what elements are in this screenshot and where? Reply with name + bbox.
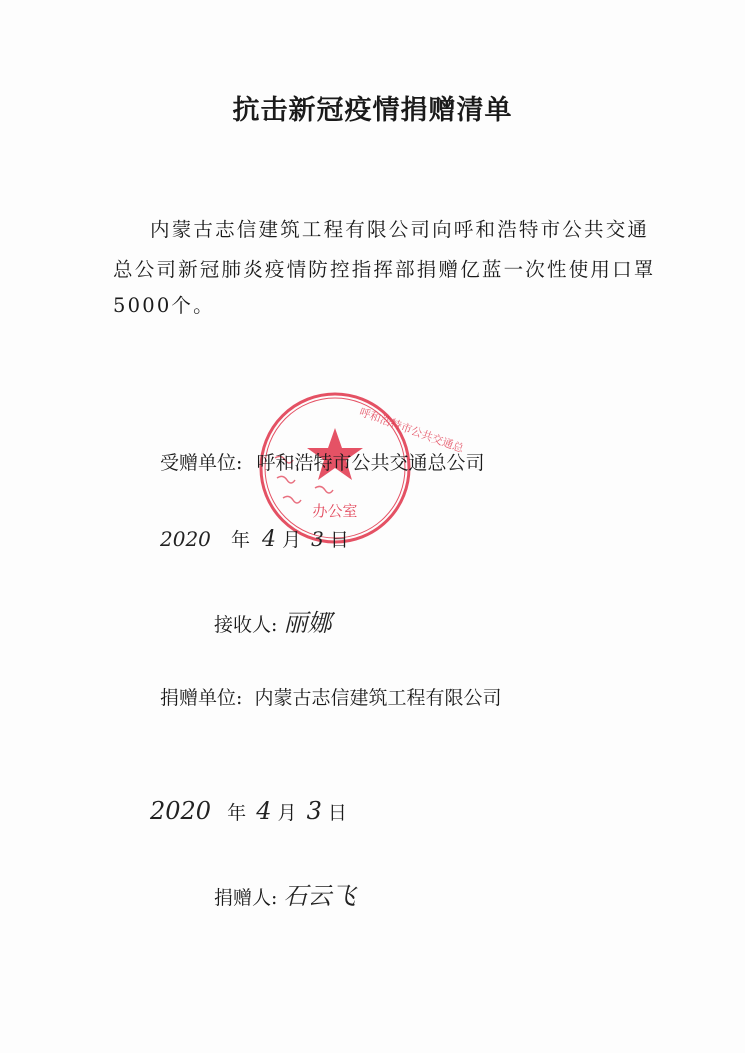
recipient-date-month: 4 bbox=[262, 527, 277, 552]
receiver-label: 接收人: bbox=[214, 614, 278, 636]
donor-row bbox=[160, 683, 501, 710]
recipient-date-day: 3 bbox=[311, 527, 324, 551]
recipient-date-day-label: 日 bbox=[329, 529, 349, 551]
donor-date bbox=[150, 797, 347, 825]
recipient-date-year: 2020 bbox=[160, 527, 211, 551]
body-line-1: 内蒙古志信建筑工程有限公司向呼和浩特市公共交通 bbox=[150, 218, 650, 241]
recipient-date-year-label: 年 bbox=[230, 529, 250, 551]
recipient-value: 呼和浩特市公共交通总公司 bbox=[256, 452, 485, 474]
recipient-date bbox=[160, 525, 349, 552]
receiver-signature: 丽娜 bbox=[283, 609, 332, 637]
donor-value: 内蒙古志信建筑工程有限公司 bbox=[254, 687, 502, 709]
donor-label: 捐赠单位: bbox=[160, 687, 243, 709]
donor-date-month: 4 bbox=[256, 797, 272, 825]
document-title: 抗击新冠疫情捐赠清单 bbox=[232, 95, 513, 126]
body-line-2: 总公司新冠肺炎疫情防控指挥部捐赠亿蓝一次性使用口罩 bbox=[113, 258, 656, 281]
recipient-date-month-label: 月 bbox=[282, 529, 302, 551]
body-line-3: 5000个。 bbox=[113, 294, 215, 317]
receiver-row bbox=[214, 603, 331, 638]
seal-center-text: 办公室 bbox=[312, 502, 358, 520]
donor-person-signature: 石云飞 bbox=[283, 882, 356, 910]
donor-date-year-label: 年 bbox=[227, 802, 247, 824]
donor-date-day-label: 日 bbox=[327, 802, 347, 824]
recipient-label: 受赠单位: bbox=[160, 452, 243, 474]
donor-date-month-label: 月 bbox=[277, 802, 297, 824]
recipient-row bbox=[160, 448, 484, 475]
svg-text:呼和浩特市公共交通总: 呼和浩特市公共交通总 bbox=[357, 405, 466, 456]
donor-date-day: 3 bbox=[306, 797, 322, 825]
donor-person-row bbox=[214, 876, 355, 911]
donor-date-year: 2020 bbox=[150, 797, 212, 825]
donor-person-label: 捐赠人: bbox=[214, 887, 278, 909]
